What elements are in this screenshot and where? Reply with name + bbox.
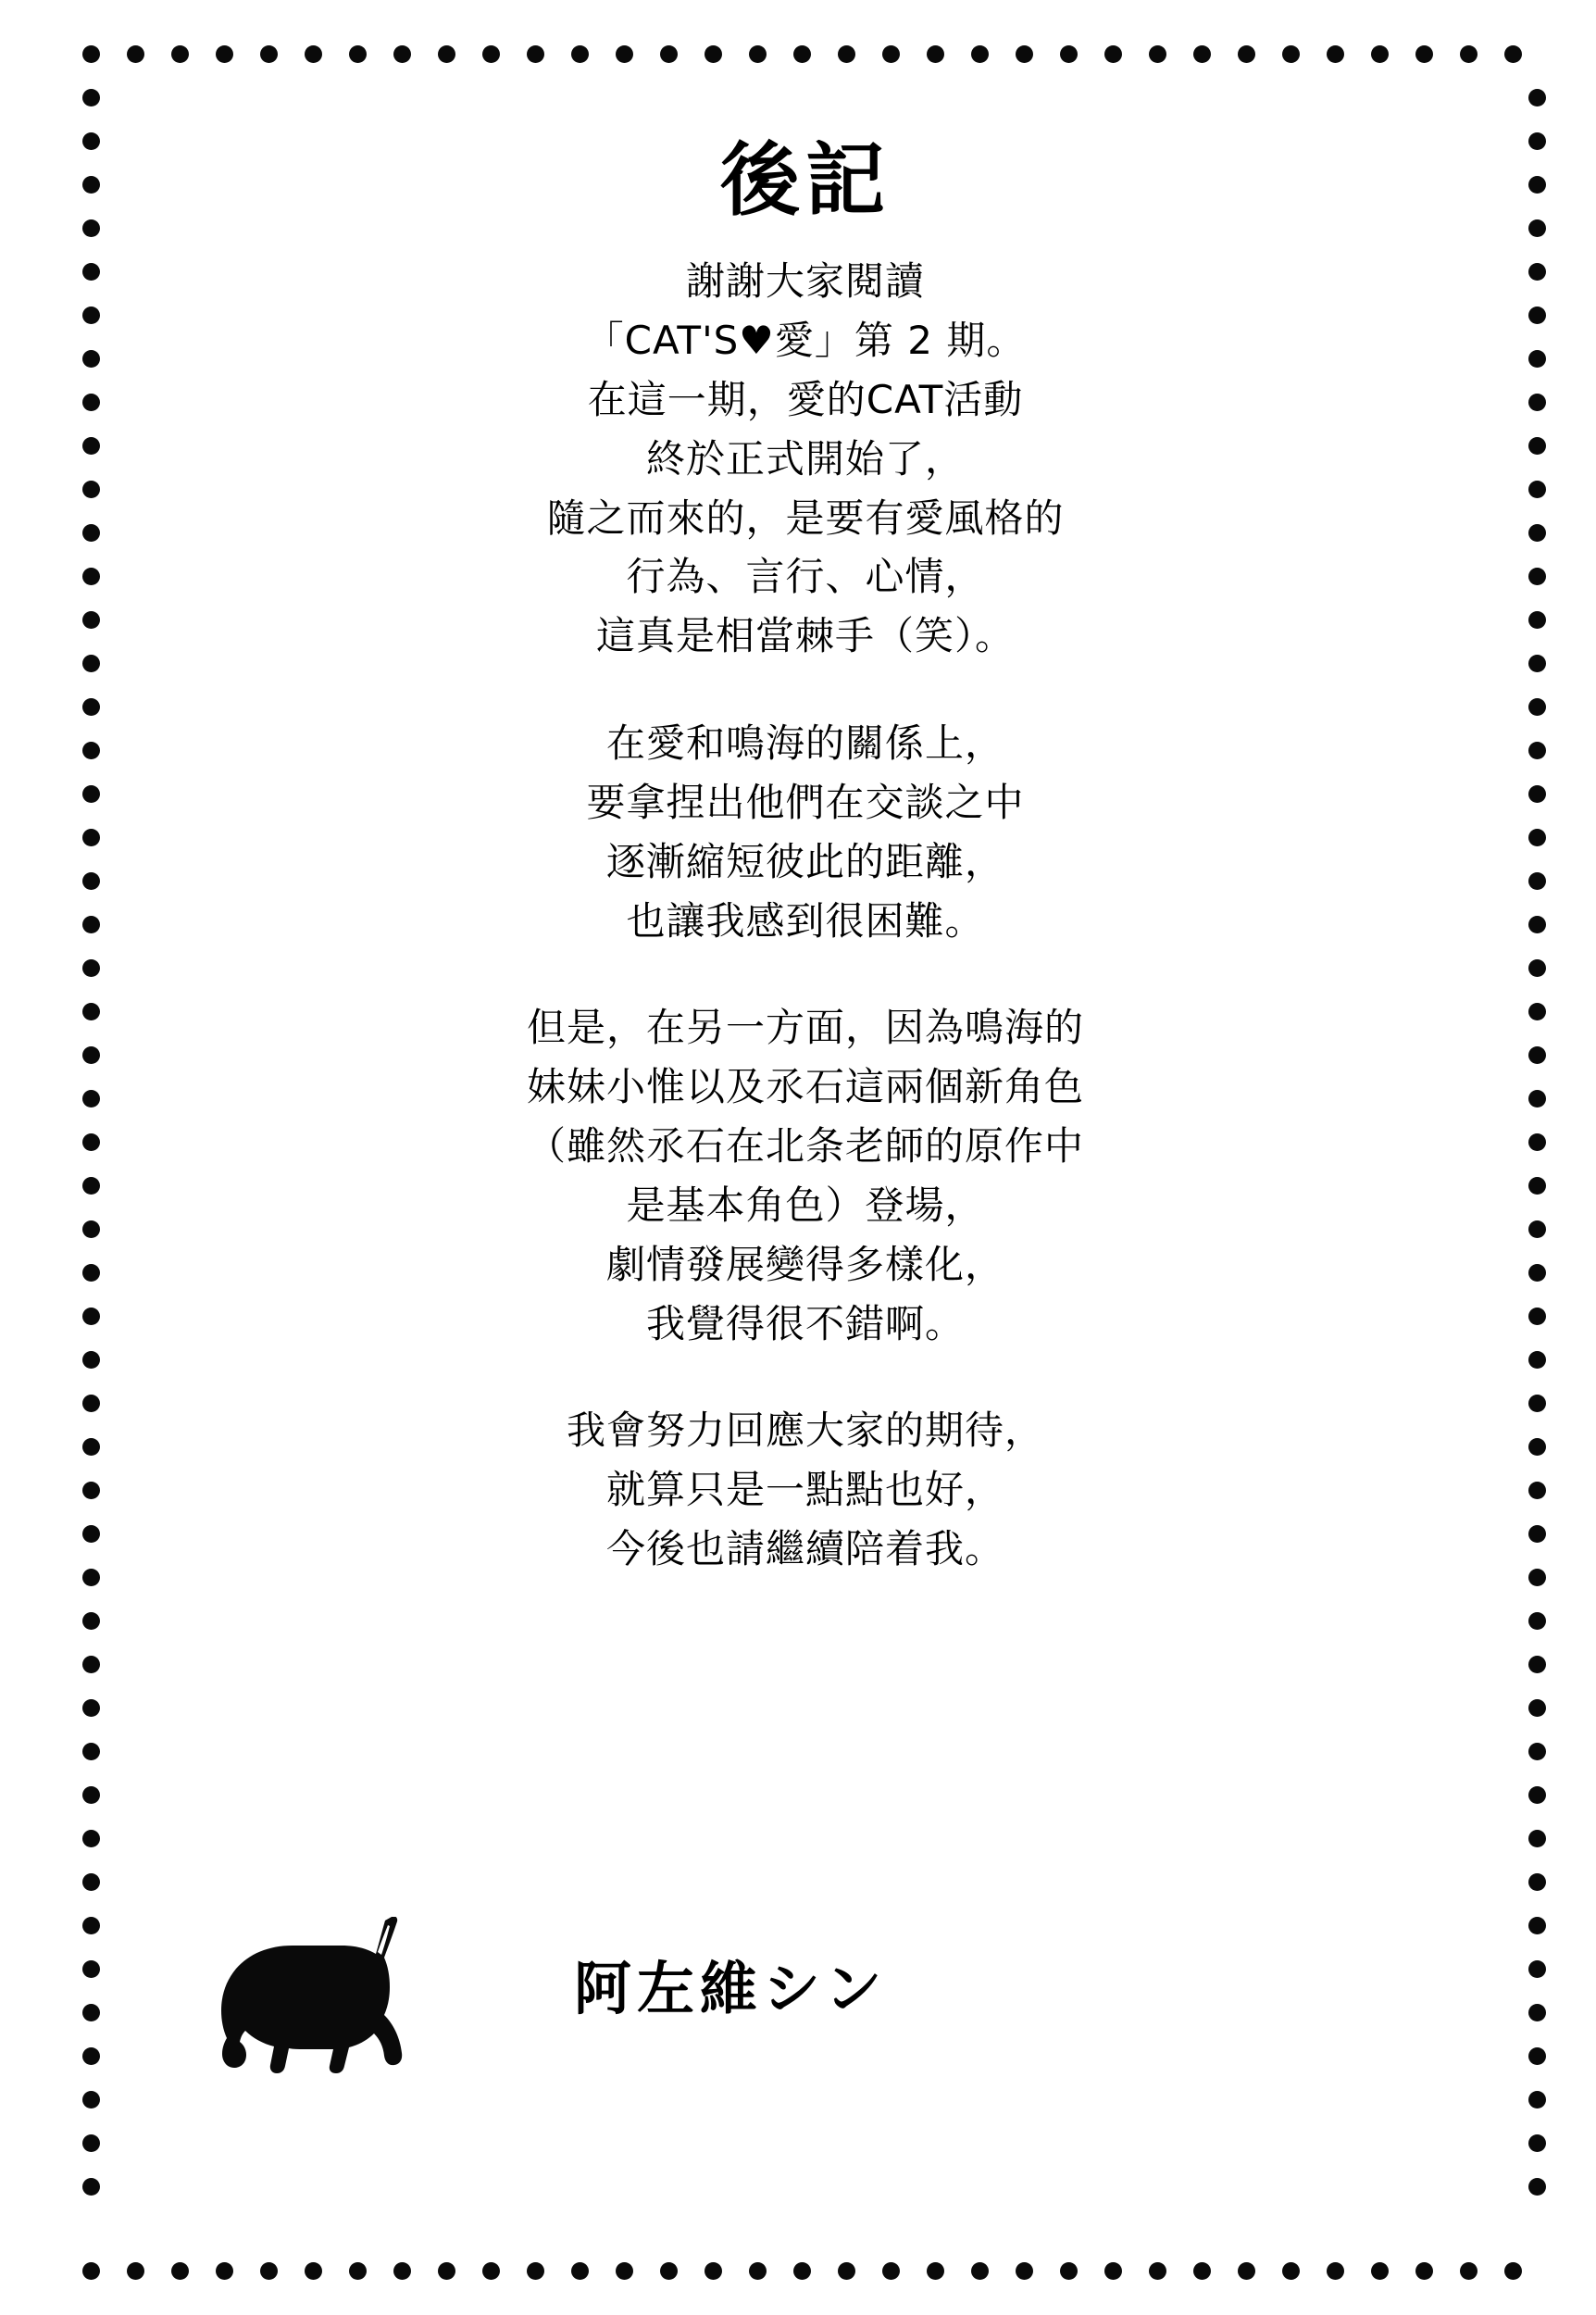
border-dot	[704, 2262, 722, 2280]
border-dot	[1528, 1395, 1546, 1412]
border-dot	[82, 1960, 100, 1978]
border-dot	[1528, 307, 1546, 324]
border-dot	[82, 1090, 100, 1107]
border-dot	[571, 2262, 589, 2280]
border-dot	[82, 916, 100, 933]
border-dot	[1528, 481, 1546, 498]
border-dot	[82, 1177, 100, 1195]
border-dot	[82, 872, 100, 890]
border-dot	[82, 2091, 100, 2109]
border-dot	[216, 45, 233, 63]
border-dot	[1528, 1482, 1546, 1499]
border-dot	[1528, 611, 1546, 629]
border-dot	[1528, 1046, 1546, 1064]
border-dot	[1528, 1351, 1546, 1369]
border-dot	[971, 45, 989, 63]
text-line: 要拿捏出他們在交談之中	[586, 779, 1025, 825]
border-dot	[1528, 1177, 1546, 1195]
border-dot	[1060, 45, 1078, 63]
border-dot	[1282, 2262, 1300, 2280]
text-line: 劇情發展變得多樣化，	[605, 1241, 1004, 1287]
border-dot	[1528, 263, 1546, 281]
border-dot	[1371, 45, 1389, 63]
border-dot	[1504, 2262, 1522, 2280]
border-dot	[82, 1786, 100, 1804]
text-line: 在愛和鳴海的關係上，	[605, 720, 1004, 767]
border-dot	[1504, 45, 1522, 63]
text-line: 但是，在另一方面，因為鳴海的	[526, 1005, 1084, 1051]
text-line: 我會努力回應大家的期待，	[566, 1408, 1044, 1454]
border-dot	[1327, 45, 1344, 63]
border-dot	[82, 698, 100, 716]
border-dot	[82, 481, 100, 498]
border-dot	[1238, 45, 1255, 63]
border-dot	[1528, 1873, 1546, 1891]
border-dot	[1528, 1656, 1546, 1673]
border-dot	[305, 2262, 322, 2280]
border-dot	[82, 1133, 100, 1151]
border-dot	[82, 785, 100, 803]
border-dot	[616, 45, 633, 63]
border-dot	[260, 2262, 278, 2280]
border-dot	[393, 45, 411, 63]
border-dot	[82, 307, 100, 324]
border-dot	[1528, 1612, 1546, 1630]
border-dot	[1528, 1960, 1546, 1978]
afterword-paragraph-1	[157, 252, 1453, 666]
text-line: 今後也請繼續陪着我。	[605, 1526, 1004, 1572]
border-dot	[482, 45, 500, 63]
border-dot	[127, 2262, 144, 2280]
border-dot	[171, 2262, 189, 2280]
border-dot	[1528, 2091, 1546, 2109]
border-dot	[1149, 2262, 1166, 2280]
border-dot	[1528, 524, 1546, 542]
border-dot	[1528, 1220, 1546, 1238]
border-dot	[1528, 350, 1546, 368]
border-dot	[1193, 45, 1211, 63]
signature-block	[185, 1908, 1111, 2093]
border-dot	[82, 350, 100, 368]
border-dot	[1528, 1090, 1546, 1107]
border-dot	[1104, 45, 1122, 63]
cat-silhouette-icon	[204, 1917, 426, 2074]
border-dot	[82, 263, 100, 281]
border-dot	[1528, 2134, 1546, 2152]
border-dot	[393, 2262, 411, 2280]
border-dot	[1415, 45, 1433, 63]
border-dot	[349, 2262, 367, 2280]
border-dot	[1528, 959, 1546, 977]
border-dot	[660, 45, 678, 63]
border-dot	[1528, 2047, 1546, 2065]
border-dot	[1528, 568, 1546, 585]
border-dot	[749, 2262, 767, 2280]
text-line: （雖然氶石在北条老師的原作中	[526, 1123, 1084, 1170]
border-dot	[793, 2262, 811, 2280]
afterword-paragraph-2	[157, 714, 1453, 950]
border-dot	[1528, 1569, 1546, 1586]
border-dot	[1528, 1003, 1546, 1020]
text-line: 就算只是一點點也好，	[605, 1467, 1004, 1513]
border-dot	[1016, 45, 1033, 63]
border-dot	[349, 45, 367, 63]
border-dot	[571, 45, 589, 63]
border-dot	[82, 219, 100, 237]
border-dot	[82, 2047, 100, 2065]
border-dot	[82, 1351, 100, 1369]
border-dot	[1528, 742, 1546, 759]
page-title: 後記	[720, 133, 891, 227]
border-dot	[82, 611, 100, 629]
border-dot	[82, 829, 100, 846]
border-dot	[971, 2262, 989, 2280]
text-line-part: 「CAT'S♥愛」第 2 期。	[584, 318, 1027, 364]
border-dot	[1016, 2262, 1033, 2280]
border-dot	[82, 1569, 100, 1586]
border-dot	[1528, 1743, 1546, 1760]
border-dot	[82, 437, 100, 455]
border-dot	[305, 45, 322, 63]
border-dot	[1528, 872, 1546, 890]
border-dot	[82, 2134, 100, 2152]
border-dot	[82, 2004, 100, 2021]
border-dot	[927, 45, 944, 63]
border-dot	[1104, 2262, 1122, 2280]
border-dot	[1238, 2262, 1255, 2280]
border-dot	[82, 394, 100, 411]
border-dot	[1528, 89, 1546, 106]
border-dot	[1528, 1438, 1546, 1456]
border-dot	[1528, 655, 1546, 672]
border-dot	[1528, 1699, 1546, 1717]
afterword-content	[157, 133, 1453, 1579]
border-dot	[82, 1395, 100, 1412]
author-signature: 阿左維シン	[574, 1955, 888, 2022]
border-dot	[1327, 2262, 1344, 2280]
border-dot	[82, 1656, 100, 1673]
border-dot	[82, 1525, 100, 1543]
border-dot	[82, 959, 100, 977]
border-dot	[260, 45, 278, 63]
border-dot	[1282, 45, 1300, 63]
text-line: 也讓我感到很困難。	[626, 897, 985, 944]
border-dot	[82, 176, 100, 194]
border-dot	[82, 742, 100, 759]
border-dot	[527, 45, 544, 63]
border-dot	[127, 45, 144, 63]
text-line: 逐漸縮短彼此的距離，	[605, 838, 1004, 884]
border-dot	[438, 2262, 455, 2280]
border-dot	[660, 2262, 678, 2280]
border-dot	[82, 655, 100, 672]
text-line: 謝謝大家閱讀	[685, 258, 925, 305]
border-dot	[216, 2262, 233, 2280]
border-dot	[1528, 2178, 1546, 2196]
afterword-paragraph-4	[157, 1401, 1453, 1578]
border-dot	[1528, 698, 1546, 716]
border-dot	[1060, 2262, 1078, 2280]
border-dot	[1528, 219, 1546, 237]
border-dot	[82, 2262, 100, 2280]
border-dot	[1193, 2262, 1211, 2280]
border-dot	[749, 45, 767, 63]
border-dot	[82, 1699, 100, 1717]
text-line: 是基本角色）登場，	[626, 1182, 985, 1228]
border-dot	[838, 45, 855, 63]
border-dot	[1528, 1830, 1546, 1847]
border-dot	[82, 1220, 100, 1238]
border-dot	[882, 45, 900, 63]
text-line: 這真是相當棘手（笑）。	[595, 613, 1015, 659]
border-dot	[82, 45, 100, 63]
text-line: 在這一期，愛的CAT活動	[587, 376, 1024, 422]
border-dot	[82, 1046, 100, 1064]
border-dot	[1149, 45, 1166, 63]
border-dot	[438, 45, 455, 63]
border-dot	[1528, 1525, 1546, 1543]
text-line: 行為、言行、心情，	[626, 554, 985, 600]
border-dot	[1528, 132, 1546, 150]
border-dot	[1528, 1264, 1546, 1282]
border-dot	[1415, 2262, 1433, 2280]
border-dot	[927, 2262, 944, 2280]
border-dot	[882, 2262, 900, 2280]
border-dot	[1528, 394, 1546, 411]
border-dot	[82, 2178, 100, 2196]
text-line: 隨之而來的，是要有愛風格的	[546, 494, 1065, 541]
border-dot	[704, 45, 722, 63]
border-dot	[171, 45, 189, 63]
border-dot	[82, 568, 100, 585]
border-dot	[616, 2262, 633, 2280]
text-line: 終於正式開始了，	[645, 435, 965, 482]
border-dot	[82, 1482, 100, 1499]
border-dot	[82, 89, 100, 106]
border-dot	[1528, 916, 1546, 933]
border-dot	[1528, 785, 1546, 803]
border-dot	[82, 1438, 100, 1456]
border-dot	[82, 1917, 100, 1934]
border-dot	[838, 2262, 855, 2280]
border-dot	[82, 1308, 100, 1325]
border-dot	[1371, 2262, 1389, 2280]
border-dot	[82, 1873, 100, 1891]
border-dot	[1528, 1786, 1546, 1804]
border-dot	[1528, 1308, 1546, 1325]
border-dot	[82, 1743, 100, 1760]
border-dot	[82, 132, 100, 150]
text-line: 妹妹小惟以及氶石這兩個新角色	[526, 1064, 1084, 1110]
border-dot	[1528, 829, 1546, 846]
text-line: 我覺得很不錯啊。	[645, 1300, 965, 1346]
border-dot	[82, 1264, 100, 1282]
border-dot	[1528, 176, 1546, 194]
border-dot	[1528, 1917, 1546, 1934]
border-dot	[1528, 1133, 1546, 1151]
border-dot	[1528, 437, 1546, 455]
border-dot	[527, 2262, 544, 2280]
border-dot	[82, 524, 100, 542]
text-line	[157, 311, 1453, 370]
border-dot	[1528, 2004, 1546, 2021]
border-dot	[793, 45, 811, 63]
border-dot	[82, 1830, 100, 1847]
border-dot	[1460, 45, 1478, 63]
border-dot	[482, 2262, 500, 2280]
border-dot	[82, 1612, 100, 1630]
afterword-paragraph-3	[157, 998, 1453, 1353]
border-dot	[1460, 2262, 1478, 2280]
border-dot	[82, 1003, 100, 1020]
